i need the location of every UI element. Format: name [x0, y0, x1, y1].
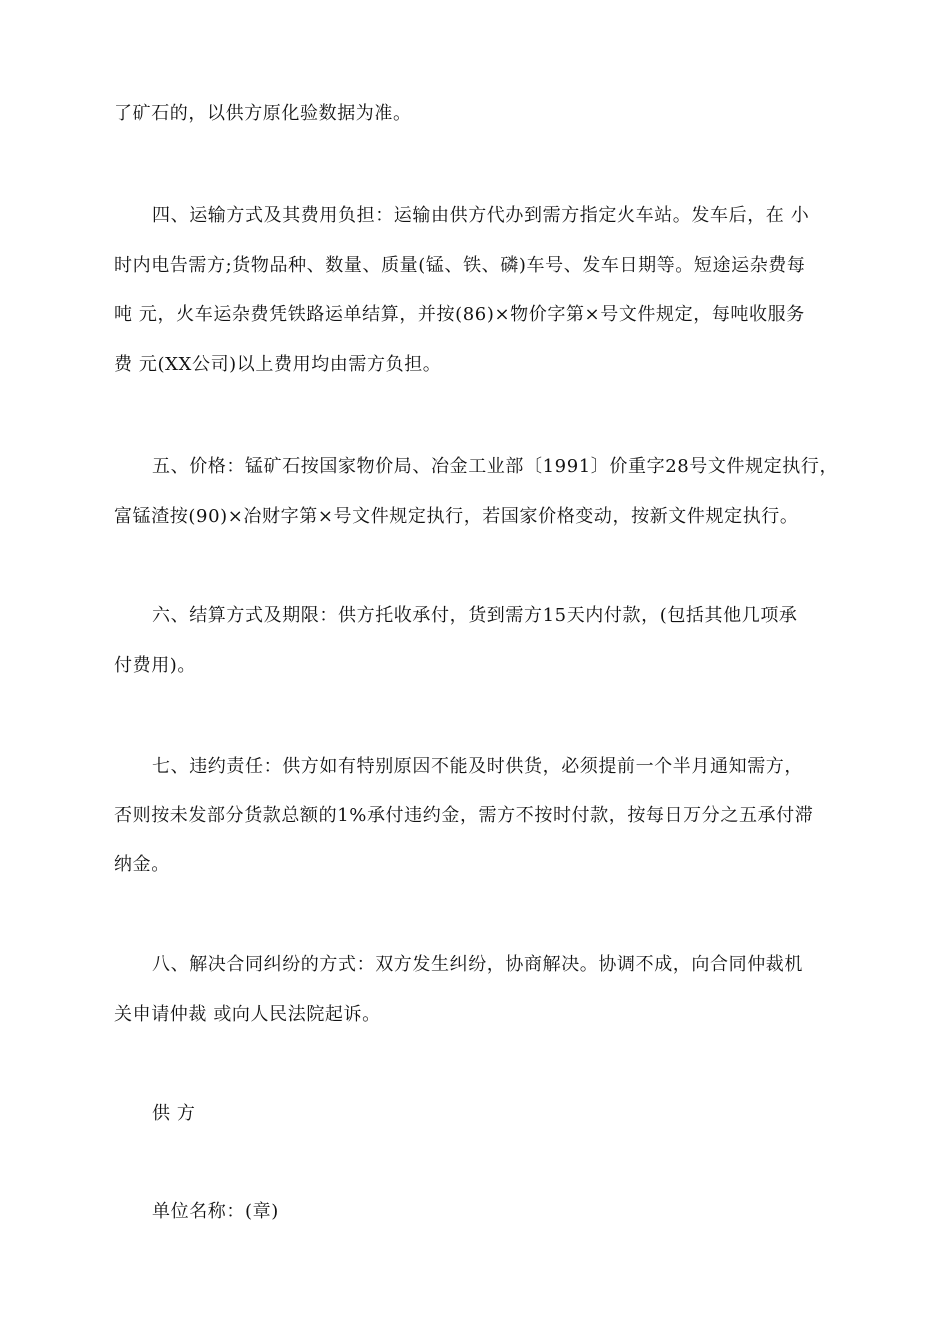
section-4-line-4: 费 元(XX公司)以上费用均由需方负担。: [114, 354, 442, 375]
section-8-line-1: 八、解决合同纠纷的方式：双方发生纠纷，协商解决。协调不成，向合同仲裁机: [152, 954, 803, 975]
section-4-line-2: 时内电告需方;货物品种、数量、质量(锰、铁、磷)车号、发车日期等。短途运杂费每: [114, 255, 806, 276]
section-6-line-1: 六、结算方式及期限：供方托收承付，货到需方15天内付款，(包括其他几项承: [152, 605, 798, 626]
unit-name-label: 单位名称：(章): [152, 1201, 279, 1222]
section-5-line-1: 五、价格：锰矿石按国家物价局、冶金工业部〔1991〕价重字28号文件规定执行，: [152, 456, 839, 477]
section-4-line-3: 吨 元，火车运杂费凭铁路运单结算，并按(86)×物价字第×号文件规定，每吨收服务: [114, 304, 805, 325]
supplier-label: 供 方: [152, 1103, 196, 1124]
continuation-line: 了矿石的，以供方原化验数据为准。: [114, 103, 412, 124]
section-4-line-1: 四、运输方式及其费用负担：运输由供方代办到需方指定火车站。发车后，在 小: [152, 205, 810, 226]
section-8-line-2: 关申请仲裁 或向人民法院起诉。: [114, 1004, 381, 1025]
section-7-line-2: 否则按未发部分货款总额的1%承付违约金，需方不按时付款，按每日万分之五承付滞: [114, 805, 814, 826]
section-5-line-2: 富锰渣按(90)×冶财字第×号文件规定执行，若国家价格变动，按新文件规定执行。: [114, 506, 799, 527]
section-7-line-3: 纳金。: [114, 854, 170, 875]
section-6-line-2: 付费用)。: [114, 655, 197, 676]
section-7-line-1: 七、违约责任：供方如有特别原因不能及时供货，必须提前一个半月通知需方，: [152, 756, 803, 777]
